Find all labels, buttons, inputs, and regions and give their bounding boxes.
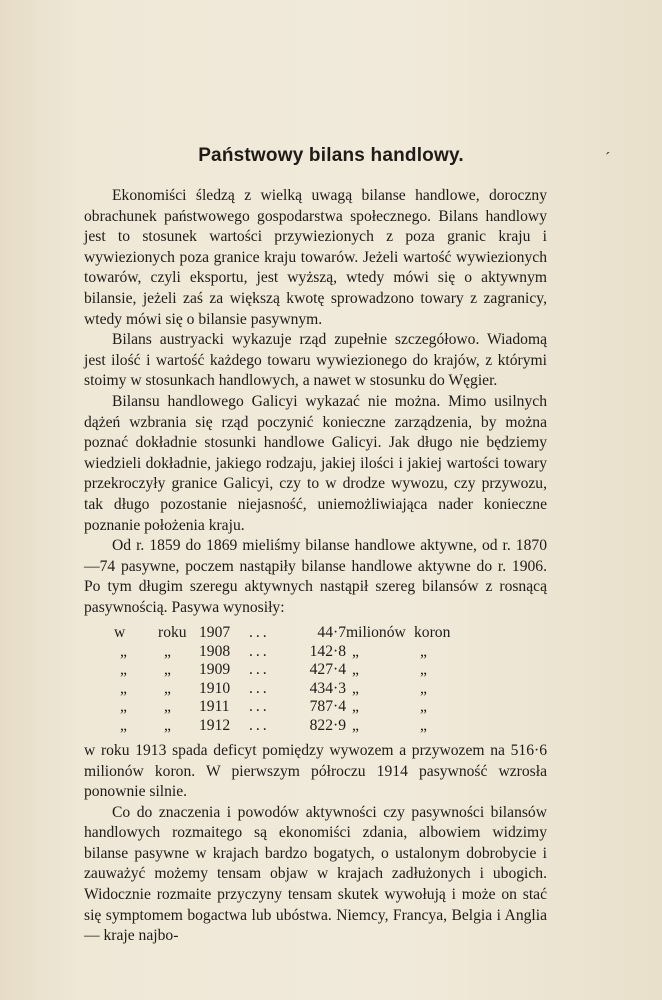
row-dots: ... — [249, 716, 270, 734]
row-value: 142·8 — [309, 642, 346, 660]
row-year: 1911 — [199, 698, 230, 716]
paragraph-galicia-balance: Bilansu handlowego Galicyi wykazać nie można. Mimo usilnych dążeń wzbrania się rząd poczynić konieczne zarządzenia, by można poznać dokładnie stosunki handlowe Galicyi. Jak długo nie będziemy wiedzieli dokładnie, jakiego rodzaju, jakiej ilości i jakiej wartości towary przekroczyły granice Galicyi, czy to w drodze wywozu, czy przywozu, tak długo pozostanie niejasność, uniemożliwiająca nader konieczne poznanie położenia kraju. — [84, 392, 547, 534]
row-prefix: „ — [120, 679, 127, 697]
row-value: 434·3 — [309, 679, 346, 697]
table-row — [114, 624, 464, 642]
table-row — [114, 698, 464, 716]
row-value: 787·4 — [309, 698, 346, 716]
row-value: 427·4 — [309, 661, 346, 679]
table-row — [114, 680, 464, 698]
row-currency: „ — [420, 642, 427, 660]
row-year: 1907 — [199, 624, 231, 642]
row-dots: ... — [249, 642, 270, 660]
paragraph-meaning: Co do znaczenia i powodów aktywności czy pasywności bilansów handlowych rozmaitego są ekonomiści zdania, albowiem widzimy bilanse pasywne w krajach bardzo bogatych, o ustalonym dobrobycie i zauważyć możemy tensam objaw w krajach zadłużonych i ubogich. Widocznie rozmaite przyczyny tensam skutek wywołują i może on stać się symptomem bogactwa lub ubóstwa. Niemcy, Francya, Belgia i Anglia — kraje najbo- — [84, 803, 547, 945]
row-word: „ — [164, 679, 171, 697]
row-word: „ — [164, 716, 171, 734]
row-value: 822·9 — [309, 716, 346, 734]
row-unit: „ — [352, 716, 359, 734]
row-unit: „ — [352, 661, 359, 679]
page-title: Państwowy bilans handlowy. — [198, 145, 464, 166]
table-row — [114, 717, 464, 735]
row-unit: „ — [352, 698, 359, 716]
row-year: 1908 — [199, 642, 231, 660]
deficit-table — [114, 624, 464, 734]
row-prefix: „ — [120, 642, 127, 660]
row-dots: ... — [249, 679, 270, 697]
row-prefix: „ — [120, 698, 127, 716]
row-year: 1910 — [199, 679, 231, 697]
row-prefix: w — [114, 624, 126, 642]
paragraph-intro: Ekonomiści śledzą z wielką uwagą bilanse handlowe, doroczny obrachunek państwowego gospodarstwa społecznego. Bilans handlowy jest to stosunek wartości przywiezionych z poza granic kraju i wywiezionych poza granice kraju towarów. Jeżeli wartość wywiezionych towarów, czyli eksportu, jest wyższą, wtedy mówi się o aktywnym bilansie, jeżeli zaś za większą kwotę sprowadzono towary z zagranicy, wtedy mówi się o bilansie pasywnym. — [84, 187, 547, 328]
row-unit: milionów — [346, 624, 406, 642]
row-currency: koron — [414, 624, 451, 642]
row-prefix: „ — [120, 716, 127, 734]
paragraph-austrian-balance: Bilans austryacki wykazuje rząd zupełnie szczegółowo. Wiadomą jest ilość i wartość każdego towaru wywiezionego do krajów, z którymi stoimy w stosunkach handlowych, a nawet w stosunku do Węgier. — [84, 331, 547, 390]
row-word: roku — [158, 624, 187, 642]
row-word: „ — [164, 698, 171, 716]
row-currency: „ — [420, 698, 427, 716]
table-row — [114, 661, 464, 679]
row-dots: ... — [249, 661, 270, 679]
row-word: „ — [164, 642, 171, 660]
row-dots: ... — [249, 624, 270, 642]
row-value: 44·7 — [317, 624, 346, 642]
row-year: 1912 — [199, 716, 231, 734]
paragraph-history: Od r. 1859 do 1869 mieliśmy bilanse handlowe aktywne, od r. 1870—74 pasywne, poczem nastąpiły bilanse handlowe aktywne do r. 1906. Po tym długim szeregu aktywnych nastąpił szereg bilansów z rosnącą pasywnością. Pasywa wynosiły: — [84, 537, 547, 616]
row-unit: „ — [352, 679, 359, 697]
paragraph-1913-deficit: w roku 1913 spada deficyt pomiędzy wywozem a przywozem na 516·6 milionów koron. W pierwszym półroczu 1914 pasywność wzrosła ponownie silnie. — [84, 741, 547, 801]
row-year: 1909 — [199, 661, 231, 679]
row-currency: „ — [420, 679, 427, 697]
row-dots: ... — [249, 698, 270, 716]
row-unit: „ — [352, 642, 359, 660]
row-currency: „ — [420, 716, 427, 734]
row-prefix: „ — [120, 661, 127, 679]
row-word: „ — [164, 661, 171, 679]
body-text — [84, 186, 547, 947]
table-row — [114, 643, 464, 661]
margin-mark: ˊ — [605, 150, 611, 167]
row-currency: „ — [420, 661, 427, 679]
